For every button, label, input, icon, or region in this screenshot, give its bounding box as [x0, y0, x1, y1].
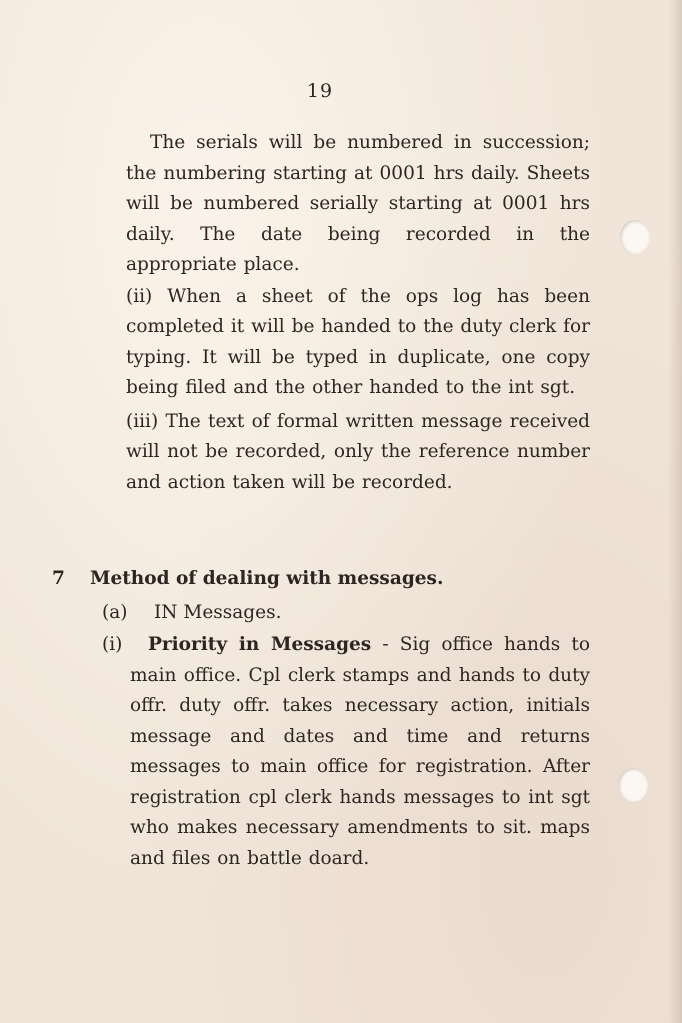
- item-text: - Sig office hands to main office. Cpl clerk stamps and hands to duty offr. duty offr. takes necessary action, initials message and dates and time and returns messages to main office for registration. After registration cpl clerk hands messages to int sgt who makes necessary amendments to sit. maps and files on battle doard.: [130, 634, 590, 869]
- subsection-label: (a): [102, 602, 128, 623]
- page-edge-shadow: [668, 0, 682, 1023]
- punch-hole-icon: [618, 768, 648, 802]
- priority-messages-paragraph: [102, 630, 590, 874]
- serial-numbering-paragraph: The serials will be numbered in succession; the numbering starting at 0001 hrs daily. Sheets will be numbered serially starting at 0001 hrs daily. The date being recorded in the appropriate place.: [126, 132, 590, 275]
- item-label: (i): [102, 634, 123, 655]
- punch-hole-icon: [620, 220, 650, 254]
- ops-log-sheet-paragraph: (ii) When a sheet of the ops log has been completed it will be handed to the duty clerk for typing. It will be typed in duplicate, one copy being filed and the other handed to the int sgt.: [126, 285, 590, 398]
- subsection-heading: [102, 598, 281, 628]
- section-title: Method of dealing with messages.: [90, 568, 444, 589]
- priority-messages-block: [102, 630, 590, 874]
- subsection-title: IN Messages.: [154, 602, 282, 623]
- section-number: 7: [52, 568, 65, 589]
- section-heading: [52, 564, 443, 594]
- formal-message-paragraph: (iii) The text of formal written message received will not be recorded, only the reference number and action taken will be recorded.: [126, 410, 590, 493]
- page-number: 19: [306, 80, 334, 102]
- item-title: Priority in Messages: [148, 634, 372, 655]
- continued-text-block: [126, 128, 590, 498]
